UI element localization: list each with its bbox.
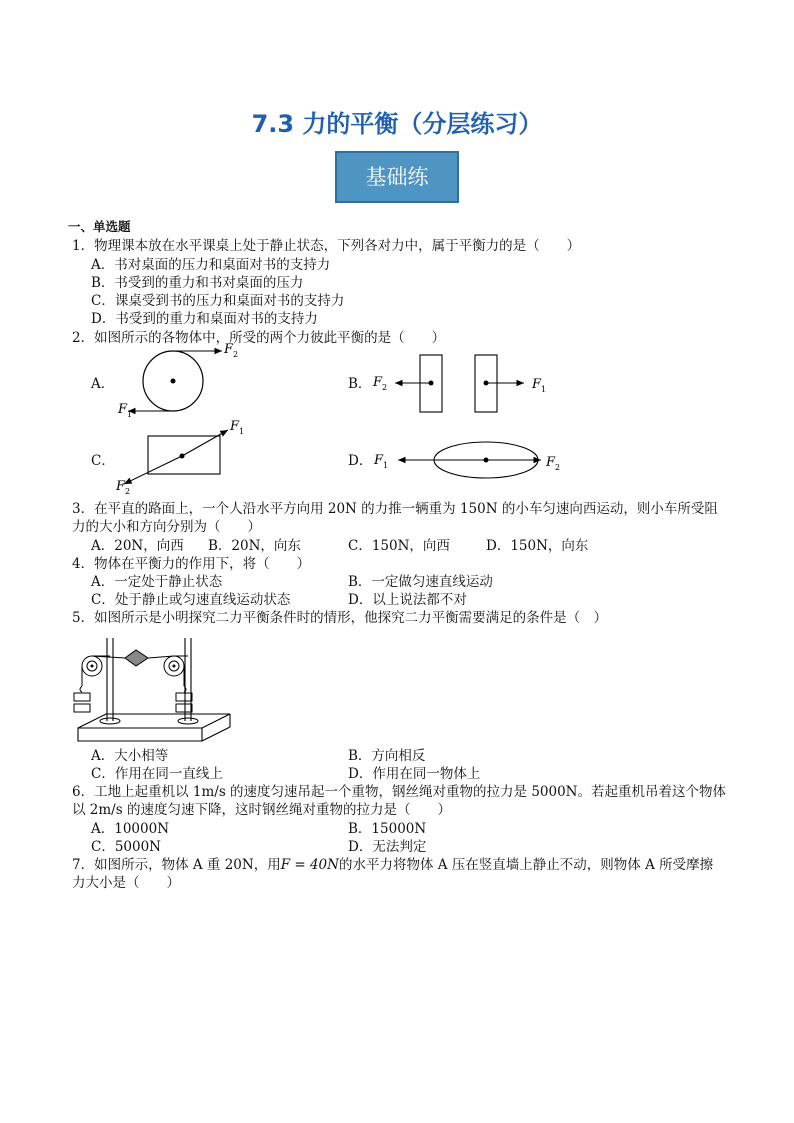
q3-stem-line2: 力的大小和方向分别为（ ） xyxy=(72,519,261,535)
q4-option-d: D．以上说法都不对 xyxy=(348,592,467,608)
f1-label: $F_1$ xyxy=(230,419,245,436)
q6-option-d: D．无法判定 xyxy=(348,839,427,855)
q7-stem-line2: 力大小是（ ） xyxy=(72,875,180,891)
q4-option-c: C．处于静止或匀速直线运动状态 xyxy=(91,592,291,608)
f2-label: $F_2$ xyxy=(116,479,131,496)
q7-stem-part1: 7．如图所示，物体 A 重 20N，用 xyxy=(72,857,281,873)
q7-formula: F = 40N xyxy=(280,857,339,873)
q2-option-c: C． xyxy=(91,453,115,469)
f1-label: $F_1$ xyxy=(118,402,133,419)
f2-label: $F_2$ xyxy=(224,343,239,359)
q5-option-a: A．大小相等 xyxy=(91,748,169,764)
f1-label: $F_1$ xyxy=(532,377,547,394)
q1-option-d: D．书受到的重力和桌面对书的支持力 xyxy=(91,311,318,327)
q1-stem: 1．物理课本放在水平课桌上处于静止状态，下列各对力中，属于平衡力的是（ ） xyxy=(72,238,581,254)
q6-option-b: B．15000N xyxy=(348,821,427,837)
q6-option-c: C．5000N xyxy=(91,839,161,855)
q2-figure-d xyxy=(368,436,578,482)
q4-option-b: B．一定做匀速直线运动 xyxy=(348,574,493,590)
f1-label: $F_1$ xyxy=(374,453,389,470)
section-heading: 一、单选题 xyxy=(68,219,131,234)
q6-stem-line1: 6．工地上起重机以 1m/s 的速度匀速吊起一个重物，钢丝绳对重物的拉力是 5000N。若起重机吊着这个物体 xyxy=(72,784,726,800)
q5-stem: 5．如图所示是小明探究二力平衡条件时的情形，他探究二力平衡需要满足的条件是（ ） xyxy=(72,610,608,626)
level-tag: 基础练 xyxy=(335,151,459,203)
q5-apparatus-figure xyxy=(70,628,240,746)
q7-stem-part2: 的水平力将物体 A 压在竖直墙上静止不动，则物体 A 所受摩擦 xyxy=(338,857,714,873)
q3-stem-line1: 3．在平直的路面上，一个人沿水平方向用 20N 的力推一辆重为 150N 的小车匀速向西运动，则小车所受阻 xyxy=(72,501,718,517)
q3-option-a: A．20N，向西 xyxy=(91,538,184,554)
q3-option-d: D．150N，向东 xyxy=(486,538,589,554)
q2-figure-a xyxy=(110,343,240,423)
f2-label: $F_2$ xyxy=(546,455,561,472)
q2-option-d: D． xyxy=(348,453,373,469)
q4-option-a: A．一定处于静止状态 xyxy=(91,574,223,590)
q3-option-c: C．150N，向西 xyxy=(348,538,450,554)
q3-option-b: B．20N，向东 xyxy=(208,538,301,554)
q4-stem: 4．物体在平衡力的作用下，将（ ） xyxy=(72,556,311,572)
f2-label: $F_2$ xyxy=(373,375,388,392)
q2-figure-c xyxy=(110,418,260,500)
q7-stem-line1 xyxy=(72,856,713,874)
q5-option-b: B．方向相反 xyxy=(348,748,426,764)
q1-option-a: A．书对桌面的压力和桌面对书的支持力 xyxy=(91,257,331,273)
page-title: 7.3 力的平衡（分层练习） xyxy=(251,110,543,138)
q1-option-b: B．书受到的重力和书对桌面的压力 xyxy=(91,275,304,291)
q5-option-d: D．作用在同一物体上 xyxy=(348,766,481,782)
q2-option-b: B． xyxy=(348,376,372,392)
q2-option-a: A． xyxy=(91,376,115,392)
q6-stem-line2: 以 2m/s 的速度匀速下降，这时钢丝绳对重物的拉力是（ ） xyxy=(72,802,451,818)
q1-option-c: C．课桌受到书的压力和桌面对书的支持力 xyxy=(91,293,345,309)
q2-stem: 2．如图所示的各物体中，所受的两个力彼此平衡的是（ ） xyxy=(72,330,446,346)
q6-option-a: A．10000N xyxy=(91,821,170,837)
q2-figure-b xyxy=(368,350,558,418)
q5-option-c: C．作用在同一直线上 xyxy=(91,766,223,782)
